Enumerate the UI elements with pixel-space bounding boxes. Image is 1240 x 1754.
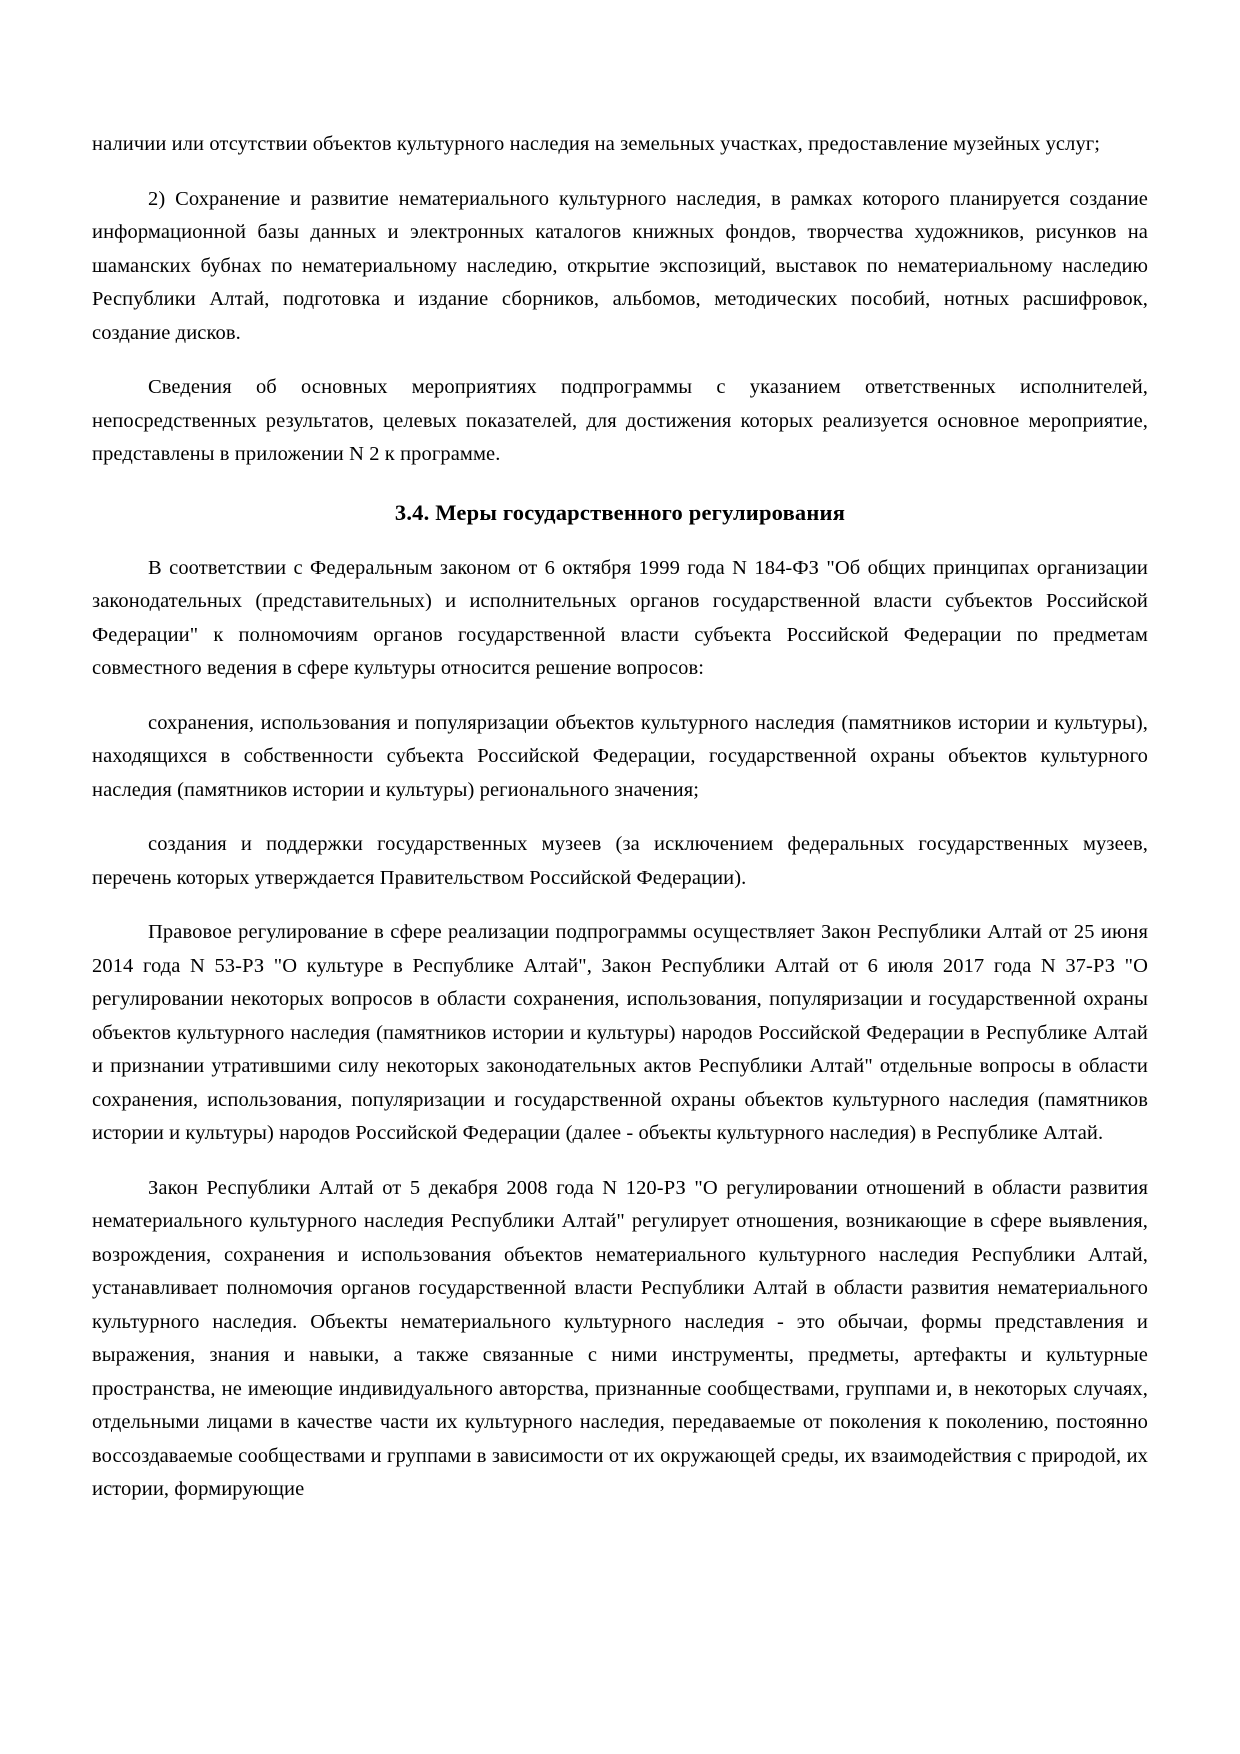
paragraph-federal-law: В соответствии с Федеральным законом от 6 октября 1999 года N 184-ФЗ "Об общих принципах организации законодательных (представительных) и исполнительных органов государственной власти субъектов Российской Федерации" к полномочиям органов государственной власти субъекта Российской Федерации по предметам совместного ведения в сфере культуры относится решение вопросов: (92, 556, 1148, 679)
paragraph-sozdaniya: создания и поддержки государственных музеев (за исключением федеральных государственных музеев, перечень которых утверждается Правительством Российской Федерации). (92, 833, 1148, 889)
paragraph-item-2: 2) Сохранение и развитие нематериального культурного наследия, в рамках которого планируется создание информационной базы данных и электронных каталогов книжных фондов, творчества художников, рисунков на шаманских бубнах по нематериальному наследию, открытие экспозиций, выставок по нематериальному наследию Республики Алтай, подготовка и издание сборников, альбомов, методических пособий, нотных расшифровок, создание дисков. (92, 187, 1148, 344)
paragraph-zakon-120-rz: Закон Республики Алтай от 5 декабря 2008 года N 120-РЗ "О регулировании отношений в области развития нематериального культурного наследия Республики Алтай" регулирует отношения, возникающие в сфере выявления, возрождения, сохранения и использования объектов нематериального культурного наследия Республики Алтай, устанавливает полномочия органов государственной власти Республики Алтай в области развития нематериального культурного наследия. Объекты нематериального культурного наследия - это обычаи, формы представления и выражения, знания и навыки, а также связанные с ними инструменты, предметы, артефакты и культурные пространства, не имеющие индивидуального авторства, признанные сообществами, группами и, в некоторых случаях, отдельными лицами в качестве части их культурного наследия, передаваемые от поколения к поколению, постоянно воссоздаваемые сообществами и группами в зависимости от их окружающей среды, их взаимодействия с природой, их истории, формирующие (92, 1176, 1148, 1500)
paragraph-continued-top: наличии или отсутствии объектов культурного наследия на земельных участках, предоставление музейных услуг; (92, 133, 1101, 155)
paragraph-sohraneniya: сохранения, использования и популяризации объектов культурного наследия (памятников истории и культуры), находящихся в собственности субъекта Российской Федерации, государственной охраны объектов культурного наследия (памятников истории и культуры) регионального значения; (92, 711, 1148, 801)
paragraph-pravovoe-regulirovanie: Правовое регулирование в сфере реализации подпрограммы осуществляет Закон Республики Алтай от 25 июня 2014 года N 53-РЗ "О культуре в Республике Алтай", Закон Республики Алтай от 6 июля 2017 года N 37-РЗ "О регулировании некоторых вопросов в области сохранения, использования, популяризации и государственной охраны объектов культурного наследия (памятников истории и культуры) народов Российской Федерации в Республике Алтай и признании утратившими силу некоторых законодательных актов Республики Алтай" отдельные вопросы в области сохранения, использования, популяризации и государственной охраны объектов культурного наследия (памятников истории и культуры) народов Российской Федерации (далее - объекты культурного наследия) в Республике Алтай. (92, 921, 1148, 1144)
section-heading-3-4: 3.4. Меры государственного регулирования (394, 499, 846, 525)
paragraph-svedeniya: Сведения об основных мероприятиях подпрограммы с указанием ответственных исполнителей, непосредственных результатов, целевых показателей, для достижения которых реализуется основное мероприятие, представлены в приложении N 2 к программе. (92, 376, 1148, 465)
